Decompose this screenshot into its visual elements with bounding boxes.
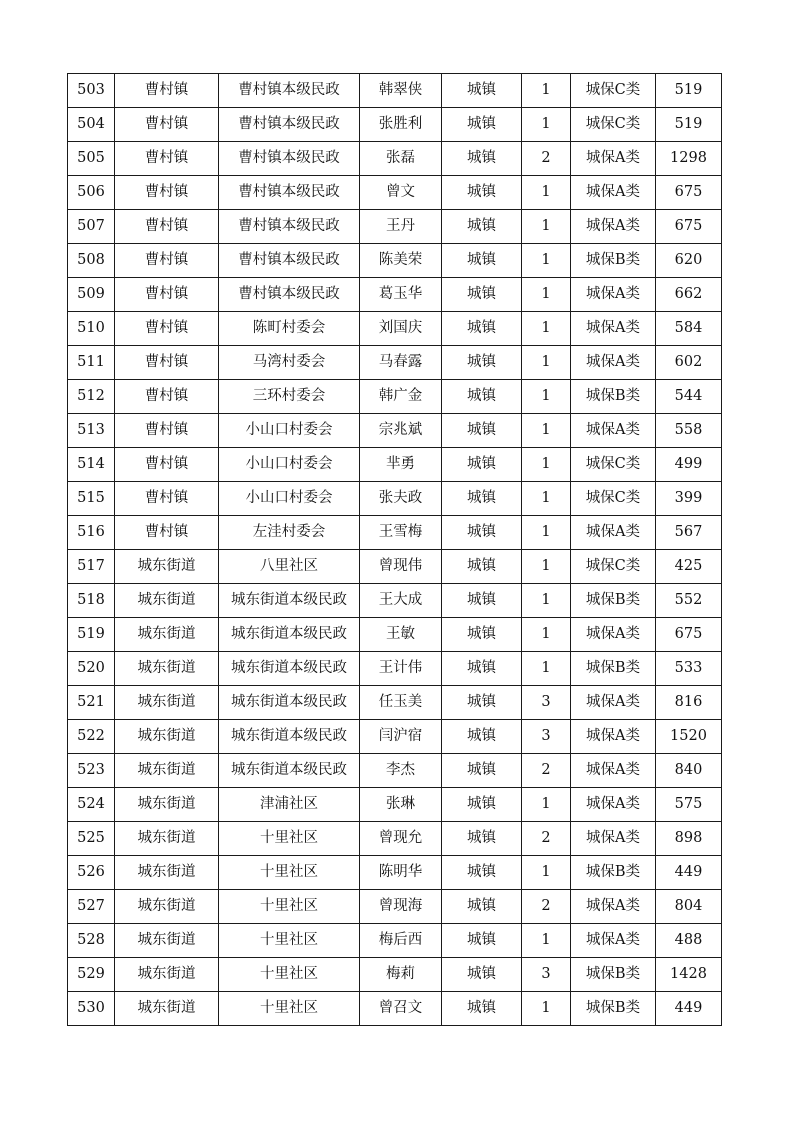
- name-cell: 韩翠侠: [360, 74, 442, 108]
- amount-cell: 584: [656, 312, 722, 346]
- unit-cell: 曹村镇本级民政: [219, 142, 360, 176]
- town-cell: 曹村镇: [115, 244, 219, 278]
- aid-category-cell: 城保B类: [571, 652, 656, 686]
- town-cell: 曹村镇: [115, 278, 219, 312]
- amount-cell: 840: [656, 754, 722, 788]
- amount-cell: 499: [656, 448, 722, 482]
- household-count-cell: 1: [522, 482, 571, 516]
- household-count-cell: 1: [522, 924, 571, 958]
- area-type-cell: 城镇: [442, 686, 522, 720]
- household-count-cell: 1: [522, 74, 571, 108]
- aid-category-cell: 城保B类: [571, 244, 656, 278]
- name-cell: 闫沪宿: [360, 720, 442, 754]
- town-cell: 城东街道: [115, 686, 219, 720]
- row-number-cell: 520: [68, 652, 115, 686]
- town-cell: 曹村镇: [115, 414, 219, 448]
- row-number-cell: 513: [68, 414, 115, 448]
- town-cell: 城东街道: [115, 652, 219, 686]
- name-cell: 韩广金: [360, 380, 442, 414]
- row-number-cell: 516: [68, 516, 115, 550]
- amount-cell: 488: [656, 924, 722, 958]
- row-number-cell: 528: [68, 924, 115, 958]
- row-number-cell: 509: [68, 278, 115, 312]
- town-cell: 城东街道: [115, 584, 219, 618]
- household-count-cell: 1: [522, 652, 571, 686]
- row-number-cell: 522: [68, 720, 115, 754]
- table-row: [68, 720, 722, 754]
- table-row: [68, 142, 722, 176]
- table-row: [68, 890, 722, 924]
- aid-category-cell: 城保C类: [571, 482, 656, 516]
- town-cell: 城东街道: [115, 618, 219, 652]
- unit-cell: 津浦社区: [219, 788, 360, 822]
- household-count-cell: 2: [522, 822, 571, 856]
- name-cell: 曾现伟: [360, 550, 442, 584]
- aid-category-cell: 城保B类: [571, 584, 656, 618]
- row-number-cell: 512: [68, 380, 115, 414]
- name-cell: 张琳: [360, 788, 442, 822]
- area-type-cell: 城镇: [442, 108, 522, 142]
- household-count-cell: 3: [522, 686, 571, 720]
- household-count-cell: 1: [522, 788, 571, 822]
- area-type-cell: 城镇: [442, 584, 522, 618]
- name-cell: 王雪梅: [360, 516, 442, 550]
- town-cell: 城东街道: [115, 720, 219, 754]
- area-type-cell: 城镇: [442, 856, 522, 890]
- table-row: [68, 414, 722, 448]
- row-number-cell: 511: [68, 346, 115, 380]
- aid-category-cell: 城保A类: [571, 890, 656, 924]
- household-count-cell: 1: [522, 584, 571, 618]
- town-cell: 曹村镇: [115, 176, 219, 210]
- row-number-cell: 523: [68, 754, 115, 788]
- household-count-cell: 1: [522, 992, 571, 1026]
- amount-cell: 544: [656, 380, 722, 414]
- row-number-cell: 506: [68, 176, 115, 210]
- amount-cell: 519: [656, 108, 722, 142]
- amount-cell: 519: [656, 74, 722, 108]
- amount-cell: 533: [656, 652, 722, 686]
- table-body: [68, 74, 722, 1026]
- row-number-cell: 504: [68, 108, 115, 142]
- unit-cell: 曹村镇本级民政: [219, 278, 360, 312]
- household-count-cell: 1: [522, 516, 571, 550]
- household-count-cell: 2: [522, 890, 571, 924]
- unit-cell: 小山口村委会: [219, 414, 360, 448]
- area-type-cell: 城镇: [442, 448, 522, 482]
- unit-cell: 城东街道本级民政: [219, 754, 360, 788]
- name-cell: 宗兆斌: [360, 414, 442, 448]
- unit-cell: 曹村镇本级民政: [219, 108, 360, 142]
- town-cell: 曹村镇: [115, 516, 219, 550]
- household-count-cell: 1: [522, 176, 571, 210]
- town-cell: 城东街道: [115, 890, 219, 924]
- aid-category-cell: 城保A类: [571, 618, 656, 652]
- amount-cell: 804: [656, 890, 722, 924]
- name-cell: 刘国庆: [360, 312, 442, 346]
- row-number-cell: 515: [68, 482, 115, 516]
- household-count-cell: 1: [522, 312, 571, 346]
- area-type-cell: 城镇: [442, 312, 522, 346]
- table-row: [68, 516, 722, 550]
- area-type-cell: 城镇: [442, 278, 522, 312]
- amount-cell: 567: [656, 516, 722, 550]
- row-number-cell: 503: [68, 74, 115, 108]
- area-type-cell: 城镇: [442, 346, 522, 380]
- name-cell: 王丹: [360, 210, 442, 244]
- amount-cell: 1298: [656, 142, 722, 176]
- town-cell: 曹村镇: [115, 74, 219, 108]
- aid-category-cell: 城保A类: [571, 822, 656, 856]
- aid-category-cell: 城保A类: [571, 720, 656, 754]
- unit-cell: 曹村镇本级民政: [219, 74, 360, 108]
- unit-cell: 城东街道本级民政: [219, 720, 360, 754]
- row-number-cell: 527: [68, 890, 115, 924]
- amount-cell: 816: [656, 686, 722, 720]
- name-cell: 葛玉华: [360, 278, 442, 312]
- aid-category-cell: 城保A类: [571, 278, 656, 312]
- town-cell: 城东街道: [115, 992, 219, 1026]
- area-type-cell: 城镇: [442, 516, 522, 550]
- town-cell: 曹村镇: [115, 210, 219, 244]
- amount-cell: 662: [656, 278, 722, 312]
- amount-cell: 425: [656, 550, 722, 584]
- name-cell: 曾现允: [360, 822, 442, 856]
- table-row: [68, 108, 722, 142]
- unit-cell: 十里社区: [219, 890, 360, 924]
- household-count-cell: 1: [522, 448, 571, 482]
- town-cell: 城东街道: [115, 958, 219, 992]
- town-cell: 曹村镇: [115, 448, 219, 482]
- area-type-cell: 城镇: [442, 890, 522, 924]
- name-cell: 马春露: [360, 346, 442, 380]
- unit-cell: 曹村镇本级民政: [219, 244, 360, 278]
- name-cell: 曾文: [360, 176, 442, 210]
- recipient-table: [67, 73, 722, 1026]
- household-count-cell: 2: [522, 754, 571, 788]
- amount-cell: 449: [656, 992, 722, 1026]
- unit-cell: 十里社区: [219, 856, 360, 890]
- table-row: [68, 958, 722, 992]
- amount-cell: 602: [656, 346, 722, 380]
- aid-category-cell: 城保A类: [571, 516, 656, 550]
- aid-category-cell: 城保A类: [571, 754, 656, 788]
- amount-cell: 399: [656, 482, 722, 516]
- aid-category-cell: 城保A类: [571, 176, 656, 210]
- household-count-cell: 1: [522, 550, 571, 584]
- household-count-cell: 1: [522, 108, 571, 142]
- household-count-cell: 1: [522, 618, 571, 652]
- name-cell: 任玉美: [360, 686, 442, 720]
- row-number-cell: 510: [68, 312, 115, 346]
- row-number-cell: 505: [68, 142, 115, 176]
- area-type-cell: 城镇: [442, 176, 522, 210]
- table-row: [68, 856, 722, 890]
- table-row: [68, 482, 722, 516]
- row-number-cell: 525: [68, 822, 115, 856]
- amount-cell: 449: [656, 856, 722, 890]
- area-type-cell: 城镇: [442, 822, 522, 856]
- area-type-cell: 城镇: [442, 788, 522, 822]
- table-row: [68, 74, 722, 108]
- household-count-cell: 1: [522, 380, 571, 414]
- unit-cell: 十里社区: [219, 924, 360, 958]
- table-row: [68, 448, 722, 482]
- area-type-cell: 城镇: [442, 992, 522, 1026]
- area-type-cell: 城镇: [442, 210, 522, 244]
- row-number-cell: 508: [68, 244, 115, 278]
- aid-category-cell: 城保C类: [571, 74, 656, 108]
- unit-cell: 十里社区: [219, 822, 360, 856]
- row-number-cell: 519: [68, 618, 115, 652]
- household-count-cell: 1: [522, 244, 571, 278]
- area-type-cell: 城镇: [442, 142, 522, 176]
- row-number-cell: 524: [68, 788, 115, 822]
- name-cell: 张夫政: [360, 482, 442, 516]
- unit-cell: 城东街道本级民政: [219, 584, 360, 618]
- unit-cell: 十里社区: [219, 992, 360, 1026]
- household-count-cell: 1: [522, 346, 571, 380]
- unit-cell: 城东街道本级民政: [219, 686, 360, 720]
- aid-category-cell: 城保A类: [571, 788, 656, 822]
- unit-cell: 陈町村委会: [219, 312, 360, 346]
- area-type-cell: 城镇: [442, 618, 522, 652]
- household-count-cell: 2: [522, 142, 571, 176]
- row-number-cell: 507: [68, 210, 115, 244]
- aid-category-cell: 城保B类: [571, 856, 656, 890]
- table-row: [68, 992, 722, 1026]
- household-count-cell: 3: [522, 958, 571, 992]
- town-cell: 曹村镇: [115, 380, 219, 414]
- aid-category-cell: 城保A类: [571, 142, 656, 176]
- area-type-cell: 城镇: [442, 958, 522, 992]
- row-number-cell: 529: [68, 958, 115, 992]
- row-number-cell: 514: [68, 448, 115, 482]
- name-cell: 王敏: [360, 618, 442, 652]
- table-row: [68, 788, 722, 822]
- row-number-cell: 517: [68, 550, 115, 584]
- name-cell: 芈勇: [360, 448, 442, 482]
- name-cell: 陈明华: [360, 856, 442, 890]
- row-number-cell: 530: [68, 992, 115, 1026]
- town-cell: 城东街道: [115, 550, 219, 584]
- amount-cell: 675: [656, 210, 722, 244]
- amount-cell: 675: [656, 176, 722, 210]
- aid-category-cell: 城保A类: [571, 414, 656, 448]
- name-cell: 李杰: [360, 754, 442, 788]
- table-row: [68, 176, 722, 210]
- unit-cell: 小山口村委会: [219, 448, 360, 482]
- aid-category-cell: 城保A类: [571, 346, 656, 380]
- aid-category-cell: 城保A类: [571, 686, 656, 720]
- area-type-cell: 城镇: [442, 244, 522, 278]
- unit-cell: 马湾村委会: [219, 346, 360, 380]
- table-row: [68, 244, 722, 278]
- household-count-cell: 1: [522, 210, 571, 244]
- town-cell: 城东街道: [115, 856, 219, 890]
- amount-cell: 558: [656, 414, 722, 448]
- aid-category-cell: 城保A类: [571, 210, 656, 244]
- table-row: [68, 754, 722, 788]
- area-type-cell: 城镇: [442, 754, 522, 788]
- unit-cell: 十里社区: [219, 958, 360, 992]
- unit-cell: 城东街道本级民政: [219, 618, 360, 652]
- table-row: [68, 652, 722, 686]
- town-cell: 曹村镇: [115, 346, 219, 380]
- area-type-cell: 城镇: [442, 550, 522, 584]
- table-row: [68, 550, 722, 584]
- town-cell: 城东街道: [115, 788, 219, 822]
- aid-category-cell: 城保C类: [571, 108, 656, 142]
- amount-cell: 1428: [656, 958, 722, 992]
- area-type-cell: 城镇: [442, 652, 522, 686]
- aid-category-cell: 城保B类: [571, 380, 656, 414]
- amount-cell: 620: [656, 244, 722, 278]
- area-type-cell: 城镇: [442, 74, 522, 108]
- row-number-cell: 526: [68, 856, 115, 890]
- aid-category-cell: 城保B类: [571, 958, 656, 992]
- amount-cell: 575: [656, 788, 722, 822]
- amount-cell: 898: [656, 822, 722, 856]
- town-cell: 曹村镇: [115, 108, 219, 142]
- unit-cell: 小山口村委会: [219, 482, 360, 516]
- area-type-cell: 城镇: [442, 924, 522, 958]
- table-row: [68, 618, 722, 652]
- row-number-cell: 518: [68, 584, 115, 618]
- name-cell: 梅莉: [360, 958, 442, 992]
- area-type-cell: 城镇: [442, 482, 522, 516]
- unit-cell: 城东街道本级民政: [219, 652, 360, 686]
- unit-cell: 左洼村委会: [219, 516, 360, 550]
- town-cell: 城东街道: [115, 822, 219, 856]
- name-cell: 张胜利: [360, 108, 442, 142]
- household-count-cell: 1: [522, 278, 571, 312]
- household-count-cell: 1: [522, 414, 571, 448]
- area-type-cell: 城镇: [442, 380, 522, 414]
- town-cell: 城东街道: [115, 924, 219, 958]
- name-cell: 曾现海: [360, 890, 442, 924]
- amount-cell: 675: [656, 618, 722, 652]
- unit-cell: 曹村镇本级民政: [219, 176, 360, 210]
- aid-category-cell: 城保B类: [571, 992, 656, 1026]
- town-cell: 曹村镇: [115, 482, 219, 516]
- unit-cell: 曹村镇本级民政: [219, 210, 360, 244]
- aid-category-cell: 城保A类: [571, 312, 656, 346]
- table-row: [68, 584, 722, 618]
- name-cell: 陈美荣: [360, 244, 442, 278]
- town-cell: 城东街道: [115, 754, 219, 788]
- table-row: [68, 686, 722, 720]
- table-row: [68, 312, 722, 346]
- household-count-cell: 1: [522, 856, 571, 890]
- table-row: [68, 822, 722, 856]
- name-cell: 王计伟: [360, 652, 442, 686]
- aid-category-cell: 城保A类: [571, 924, 656, 958]
- name-cell: 张磊: [360, 142, 442, 176]
- unit-cell: 八里社区: [219, 550, 360, 584]
- amount-cell: 552: [656, 584, 722, 618]
- table-row: [68, 278, 722, 312]
- name-cell: 曾召文: [360, 992, 442, 1026]
- household-count-cell: 3: [522, 720, 571, 754]
- aid-category-cell: 城保C类: [571, 448, 656, 482]
- table-row: [68, 380, 722, 414]
- name-cell: 王大成: [360, 584, 442, 618]
- table-row: [68, 346, 722, 380]
- name-cell: 梅后西: [360, 924, 442, 958]
- town-cell: 曹村镇: [115, 142, 219, 176]
- area-type-cell: 城镇: [442, 414, 522, 448]
- area-type-cell: 城镇: [442, 720, 522, 754]
- table-row: [68, 210, 722, 244]
- table-row: [68, 924, 722, 958]
- aid-category-cell: 城保C类: [571, 550, 656, 584]
- row-number-cell: 521: [68, 686, 115, 720]
- town-cell: 曹村镇: [115, 312, 219, 346]
- amount-cell: 1520: [656, 720, 722, 754]
- unit-cell: 三环村委会: [219, 380, 360, 414]
